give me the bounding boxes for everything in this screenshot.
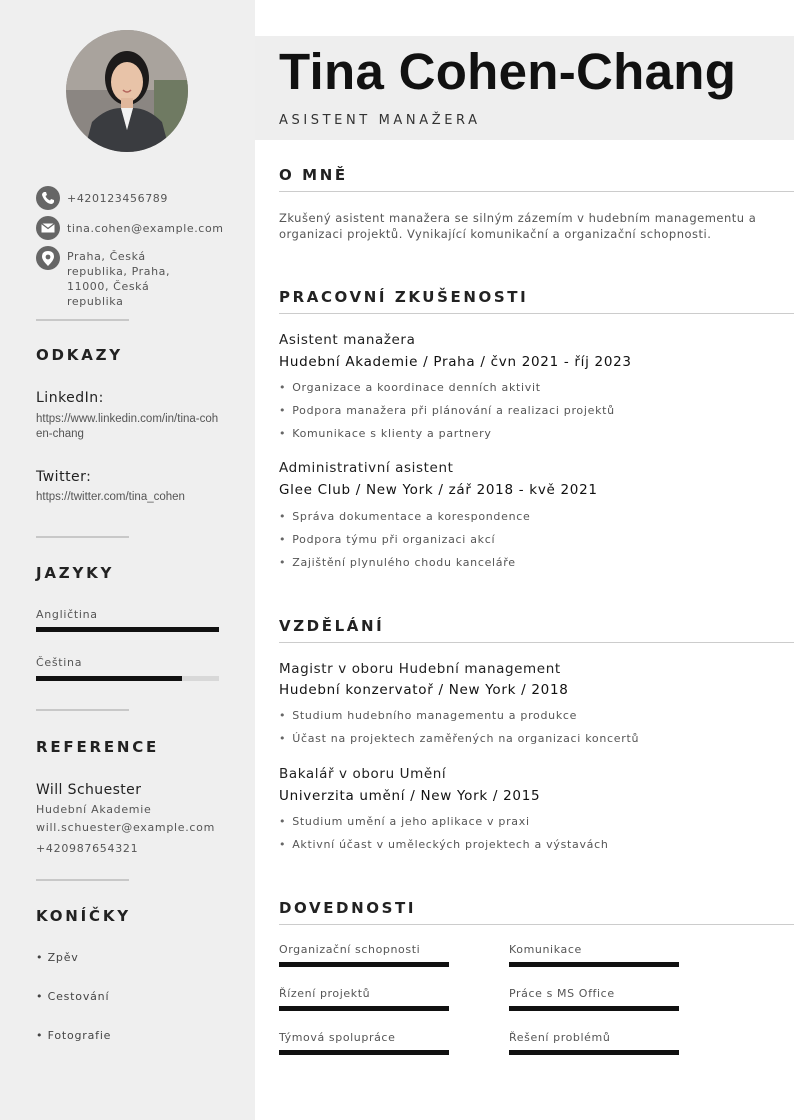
bullet-text: Zajištění plynulého chodu kanceláře (292, 556, 516, 569)
language-level-bar (36, 627, 219, 632)
languages-heading: JAZYKY (36, 564, 115, 582)
language-name: Čeština (36, 656, 83, 669)
divider (36, 879, 129, 881)
profile-photo (66, 30, 188, 152)
skill-name: Řešení problémů (509, 1031, 611, 1044)
reference-name: Will Schuester (36, 782, 142, 798)
skill-name: Komunikace (509, 943, 582, 956)
divider (279, 924, 794, 925)
skill-level-bar (279, 962, 449, 967)
skill-name: Organizační schopnosti (279, 943, 421, 956)
reference-heading: REFERENCE (36, 738, 160, 756)
twitter-link[interactable]: https://twitter.com/tina_cohen (36, 491, 185, 503)
skill-level-bar (509, 1006, 679, 1011)
hobby-label: Cestování (47, 990, 110, 1003)
job-role: Administrativní asistent (279, 460, 454, 476)
job-bullet: • Správa dokumentace a korespondence (279, 510, 531, 523)
envelope-icon (36, 216, 60, 240)
skill-level-bar (279, 1006, 449, 1011)
hobby-item: • Fotografie (36, 1029, 112, 1042)
skill-level-bar (509, 962, 679, 967)
job-bullet: • Podpora týmu při organizaci akcí (279, 533, 496, 546)
about-text: Zkušený asistent manažera se silným zázemím v hudebním managementu a organizaci projektů. Vynikající komunikační a organizační schopnosti. (279, 211, 757, 241)
bullet-text: Správa dokumentace a korespondence (292, 510, 531, 523)
language-level-fill (36, 676, 182, 681)
contact-email (36, 216, 224, 240)
bullet-text: Komunikace s klienty a partnery (292, 427, 492, 440)
email-text: tina.cohen@example.com (67, 222, 224, 235)
divider (36, 709, 129, 711)
divider (279, 313, 794, 314)
bullet-text: Organizace a koordinace denních aktivit (292, 381, 541, 394)
location-pin-icon (36, 246, 60, 270)
school-info: Hudební konzervatoř / New York / 2018 (279, 682, 569, 698)
reference-email: will.schuester@example.com (36, 821, 216, 834)
bullet-text: Podpora manažera při plánování a realizaci projektů (292, 404, 615, 417)
skill-name: Řízení projektů (279, 987, 371, 1000)
education-bullet: • Studium umění a jeho aplikace v praxi (279, 815, 530, 828)
reference-org: Hudební Akademie (36, 803, 152, 816)
language-name: Angličtina (36, 608, 98, 621)
job-bullet: • Podpora manažera při plánování a realizaci projektů (279, 404, 615, 417)
hobby-item: • Cestování (36, 990, 110, 1003)
language-level-fill (36, 627, 219, 632)
bullet-text: Podpora týmu při organizaci akcí (292, 533, 496, 546)
bullet-text: Aktivní účast v uměleckých projektech a výstavách (292, 838, 609, 851)
experience-heading: PRACOVNÍ ZKUŠENOSTI (279, 288, 529, 306)
bullet-text: Studium umění a jeho aplikace v praxi (292, 815, 530, 828)
job-title: ASISTENT MANAŽERA (279, 113, 481, 128)
skill-level-bar (279, 1050, 449, 1055)
job-org: Hudební Akademie / Praha / čvn 2021 - říj 2023 (279, 354, 632, 370)
language-level-bar (36, 676, 219, 681)
phone-icon (36, 186, 60, 210)
job-bullet: • Zajištění plynulého chodu kanceláře (279, 556, 516, 569)
hobbies-heading: KONÍČKY (36, 907, 131, 925)
contact-phone (36, 186, 217, 210)
job-bullet: • Organizace a koordinace denních aktivit (279, 381, 541, 394)
bullet-text: Studium hudebního managementu a produkce (292, 709, 578, 722)
about-heading: O MNĚ (279, 166, 348, 184)
bullet-text: Účast na projektech zaměřených na organizaci koncertů (292, 732, 640, 745)
divider (36, 536, 129, 538)
person-name: Tina Cohen-Chang (279, 43, 737, 100)
hobby-item: • Zpěv (36, 951, 79, 964)
job-org: Glee Club / New York / zář 2018 - kvě 2021 (279, 482, 598, 498)
degree-title: Bakalář v oboru Umění (279, 766, 447, 782)
skill-name: Práce s MS Office (509, 987, 615, 1000)
linkedin-link[interactable]: https://www.linkedin.com/in/tina-cohen-chang (36, 413, 219, 440)
school-info: Univerzita umění / New York / 2015 (279, 788, 541, 804)
reference-phone: +420987654321 (36, 842, 139, 855)
education-bullet: • Studium hudebního managementu a produkce (279, 709, 578, 722)
phone-text: +420123456789 (67, 192, 168, 205)
links-heading: ODKAZY (36, 346, 123, 364)
hobby-label: Fotografie (47, 1029, 112, 1042)
skill-name: Týmová spolupráce (279, 1031, 396, 1044)
divider (36, 319, 129, 321)
linkedin-label: LinkedIn: (36, 390, 104, 406)
job-bullet: • Komunikace s klienty a partnery (279, 427, 492, 440)
hobby-label: Zpěv (47, 951, 79, 964)
education-bullet: • Aktivní účast v uměleckých projektech a výstavách (279, 838, 609, 851)
degree-title: Magistr v oboru Hudební management (279, 661, 561, 677)
address-text: Praha, Česká republika, Praha, 11000, Česká republika (67, 250, 171, 308)
divider (279, 642, 794, 643)
education-heading: VZDĚLÁNÍ (279, 617, 385, 635)
job-role: Asistent manažera (279, 332, 416, 348)
skills-heading: DOVEDNOSTI (279, 899, 417, 917)
sidebar (0, 0, 255, 1120)
education-bullet: • Účast na projektech zaměřených na organizaci koncertů (279, 732, 640, 745)
divider (279, 191, 794, 192)
skill-level-bar (509, 1050, 679, 1055)
contact-address (36, 246, 207, 309)
twitter-label: Twitter: (36, 469, 92, 485)
avatar (66, 30, 188, 152)
